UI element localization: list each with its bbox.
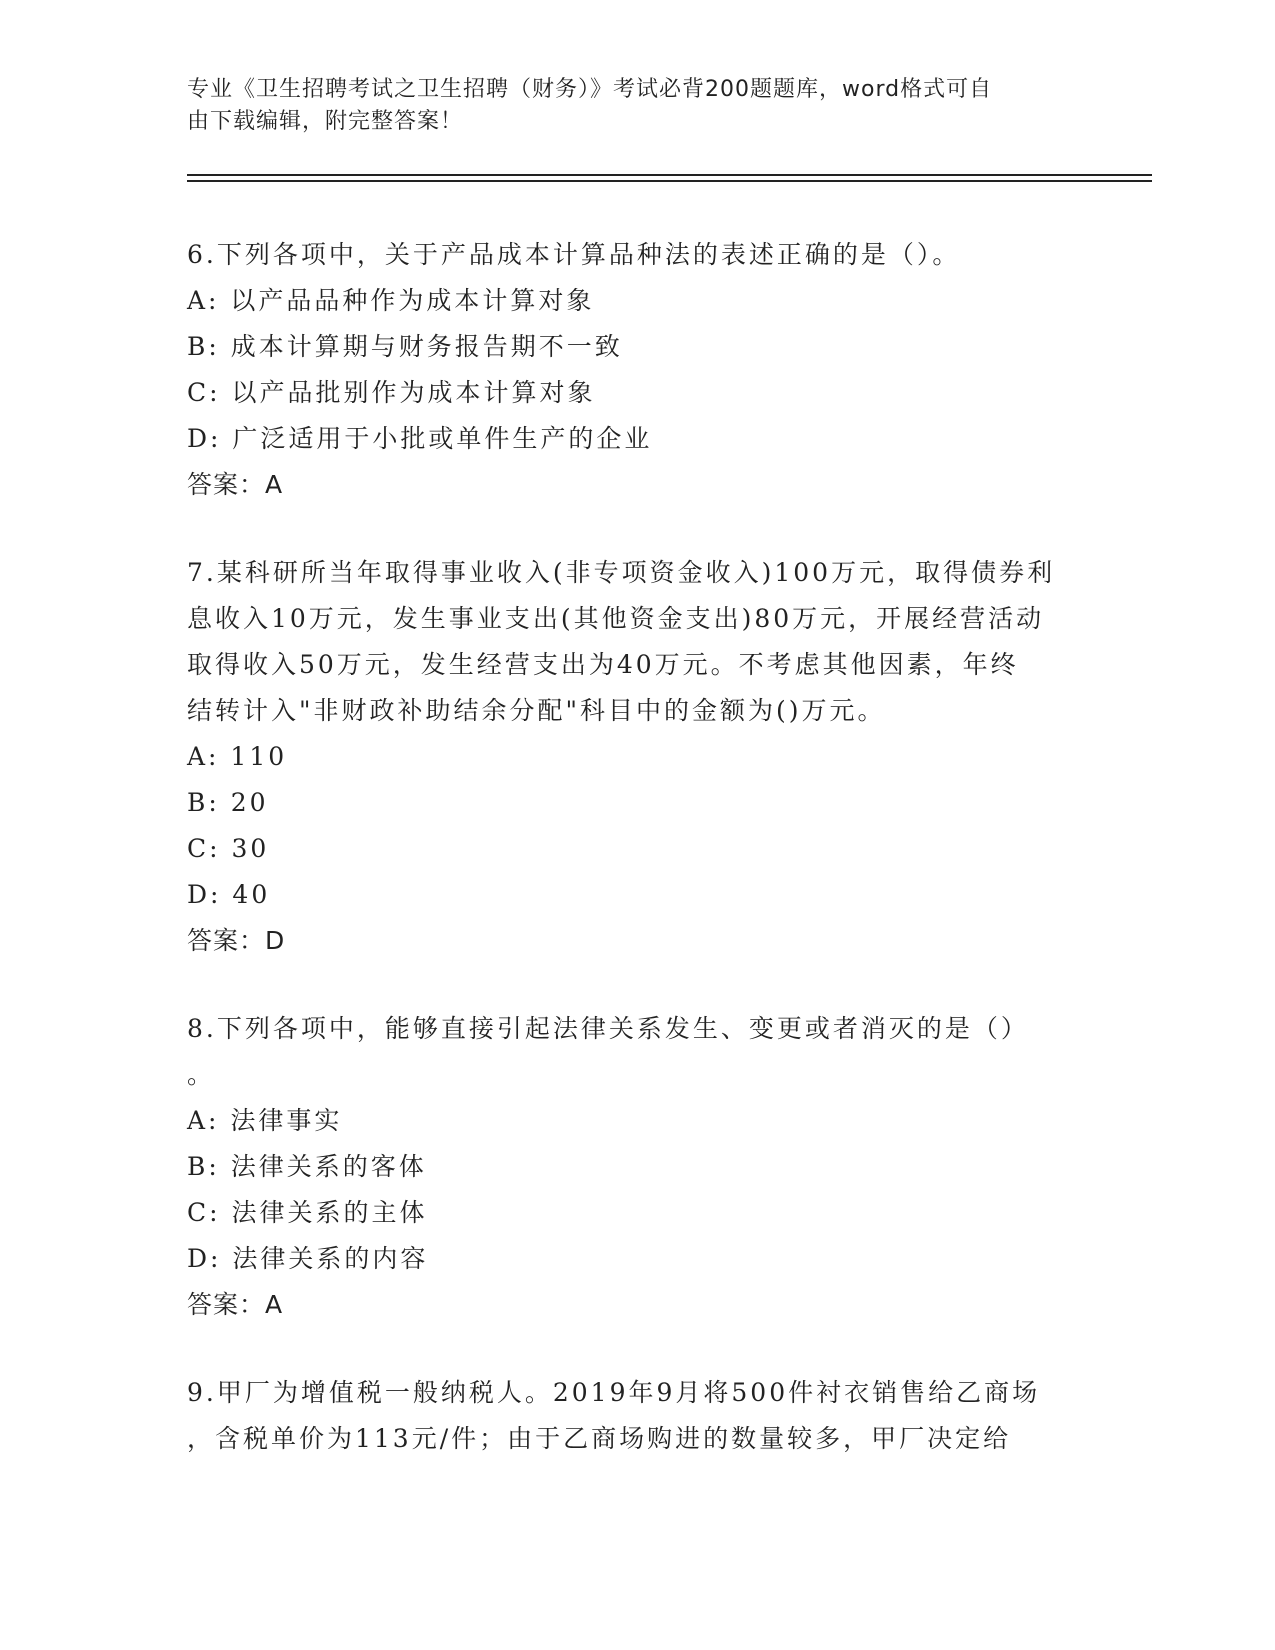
header-line-2: 由下载编辑，附完整答案！ [187, 109, 464, 134]
option-d: D: 40 [187, 880, 271, 909]
question-stem-line: 8.下列各项中，能够直接引起法律关系发生、变更或者消灭的是（） [187, 1014, 1029, 1043]
question-stem-line: 9.甲厂为增值税一般纳税人。2019年9月将500件衬衣销售给乙商场 [187, 1378, 1041, 1407]
answer-label: 答案：A [187, 1290, 284, 1319]
option-c: C: 以产品批别作为成本计算对象 [187, 378, 596, 407]
option-b: B: 20 [187, 788, 269, 817]
question-stem-line: 7.某科研所当年取得事业收入(非专项资金收入)100万元，取得债券利 [187, 558, 1056, 587]
option-c: C: 法律关系的主体 [187, 1198, 428, 1227]
answer-label: 答案：D [187, 926, 286, 955]
question-stem-line: 。 [187, 1060, 216, 1089]
option-d: D: 广泛适用于小批或单件生产的企业 [187, 424, 653, 453]
question-8 [187, 1006, 1087, 1328]
question-7 [187, 550, 1087, 964]
question-9 [187, 1370, 1087, 1462]
header-divider-bottom [187, 180, 1152, 182]
option-c: C: 30 [187, 834, 270, 863]
question-stem-line: 结转计入"非财政补助结余分配"科目中的金额为()万元。 [187, 696, 886, 725]
option-b: B: 成本计算期与财务报告期不一致 [187, 332, 623, 361]
header-line-1: 专业《卫生招聘考试之卫生招聘（财务）》考试必背200题题库，word格式可自 [187, 77, 993, 102]
option-a: A: 法律事实 [187, 1106, 343, 1135]
option-a: A: 110 [187, 742, 288, 771]
option-d: D: 法律关系的内容 [187, 1244, 429, 1273]
option-b: B: 法律关系的客体 [187, 1152, 427, 1181]
header-divider-top [187, 174, 1152, 176]
question-stem-line: 6.下列各项中，关于产品成本计算品种法的表述正确的是（）。 [187, 240, 961, 269]
question-stem-line: 取得收入50万元，发生经营支出为40万元。不考虑其他因素，年终 [187, 650, 1019, 679]
document-header [187, 74, 1067, 138]
question-list [187, 232, 1087, 1462]
question-6 [187, 232, 1087, 508]
question-stem-line: 息收入10万元，发生事业支出(其他资金支出)80万元，开展经营活动 [187, 604, 1045, 633]
answer-label: 答案：A [187, 470, 284, 499]
question-stem-line: ，含税单价为113元/件；由于乙商场购进的数量较多，甲厂决定给 [187, 1424, 1012, 1453]
option-a: A: 以产品品种作为成本计算对象 [187, 286, 595, 315]
